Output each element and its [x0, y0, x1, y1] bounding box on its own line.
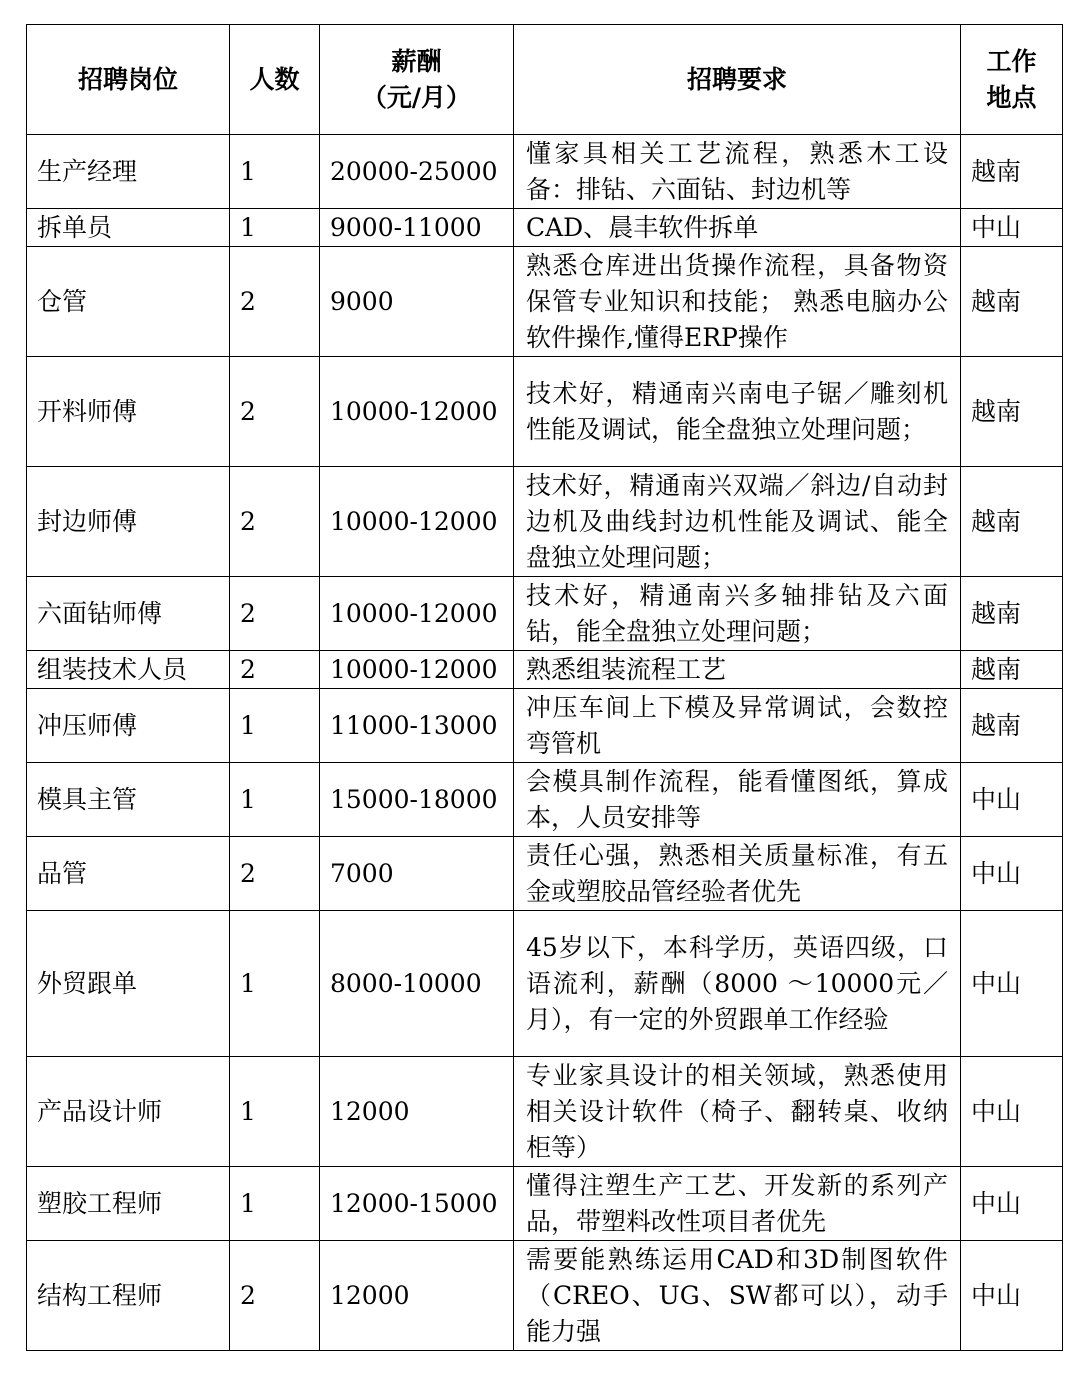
cell-requirements: CAD、晨丰软件拆单	[514, 209, 961, 247]
cell-location: 中山	[961, 837, 1063, 911]
cell-requirements: 责任心强，熟悉相关质量标准，有五金或塑胶品管经验者优先	[514, 837, 961, 911]
cell-position: 生产经理	[27, 135, 230, 209]
cell-salary: 8000-10000	[320, 911, 514, 1057]
cell-requirements: 熟悉仓库进出货操作流程，具备物资保管专业知识和技能； 熟悉电脑办公软件操作,懂得ERP操作	[514, 247, 961, 357]
cell-salary: 20000-25000	[320, 135, 514, 209]
cell-requirements: 会模具制作流程，能看懂图纸，算成本，人员安排等	[514, 763, 961, 837]
table-row	[27, 837, 1063, 911]
cell-salary: 10000-12000	[320, 467, 514, 577]
table-row	[27, 911, 1063, 1057]
cell-salary: 10000-12000	[320, 577, 514, 651]
cell-salary: 11000-13000	[320, 689, 514, 763]
cell-location: 越南	[961, 577, 1063, 651]
cell-location: 中山	[961, 209, 1063, 247]
cell-requirements: 技术好，精通南兴双端／斜边/自动封边机及曲线封边机性能及调试、能全盘独立处理问题；	[514, 467, 961, 577]
cell-location: 中山	[961, 1241, 1063, 1351]
cell-position: 仓管	[27, 247, 230, 357]
table-row	[27, 357, 1063, 467]
cell-location: 越南	[961, 247, 1063, 357]
cell-location: 中山	[961, 1057, 1063, 1167]
cell-location: 越南	[961, 467, 1063, 577]
cell-salary: 7000	[320, 837, 514, 911]
cell-salary: 9000-11000	[320, 209, 514, 247]
table-row	[27, 1241, 1063, 1351]
cell-requirements: 冲压车间上下模及异常调试，会数控弯管机	[514, 689, 961, 763]
cell-position: 产品设计师	[27, 1057, 230, 1167]
cell-count: 2	[230, 837, 320, 911]
cell-count: 2	[230, 1241, 320, 1351]
cell-position: 封边师傅	[27, 467, 230, 577]
recruitment-table	[26, 24, 1063, 1351]
table-row	[27, 577, 1063, 651]
cell-requirements: 45岁以下，本科学历，英语四级，口语流利，薪酬（8000 ～10000元／月），有一定的外贸跟单工作经验	[514, 911, 961, 1057]
cell-salary: 12000-15000	[320, 1167, 514, 1241]
cell-salary: 10000-12000	[320, 651, 514, 689]
table-row	[27, 247, 1063, 357]
cell-position: 外贸跟单	[27, 911, 230, 1057]
table-row	[27, 467, 1063, 577]
table-row	[27, 689, 1063, 763]
cell-count: 2	[230, 577, 320, 651]
cell-count: 2	[230, 357, 320, 467]
cell-location: 越南	[961, 135, 1063, 209]
cell-requirements: 懂家具相关工艺流程，熟悉木工设备：排钻、六面钻、封边机等	[514, 135, 961, 209]
cell-position: 冲压师傅	[27, 689, 230, 763]
table-row	[27, 1167, 1063, 1241]
cell-count: 1	[230, 1057, 320, 1167]
cell-count: 2	[230, 651, 320, 689]
header-salary-line2: （元/月）	[361, 82, 472, 112]
cell-salary: 12000	[320, 1057, 514, 1167]
cell-position: 开料师傅	[27, 357, 230, 467]
cell-position: 模具主管	[27, 763, 230, 837]
table-header-row	[27, 25, 1063, 135]
cell-count: 1	[230, 689, 320, 763]
cell-count: 2	[230, 467, 320, 577]
cell-position: 六面钻师傅	[27, 577, 230, 651]
cell-requirements: 技术好，精通南兴南电子锯／雕刻机性能及调试，能全盘独立处理问题；	[514, 357, 961, 467]
cell-position: 结构工程师	[27, 1241, 230, 1351]
cell-count: 1	[230, 911, 320, 1057]
cell-requirements: 专业家具设计的相关领域，熟悉使用相关设计软件（椅子、翻转桌、收纳柜等）	[514, 1057, 961, 1167]
header-count: 人数	[230, 25, 320, 135]
table-row	[27, 1057, 1063, 1167]
cell-requirements: 需要能熟练运用CAD和3D制图软件（CREO、UG、SW都可以），动手能力强	[514, 1241, 961, 1351]
header-requirements: 招聘要求	[514, 25, 961, 135]
cell-location: 中山	[961, 911, 1063, 1057]
header-location-line2: 地点	[986, 82, 1037, 112]
cell-requirements: 熟悉组装流程工艺	[514, 651, 961, 689]
cell-position: 品管	[27, 837, 230, 911]
cell-count: 1	[230, 135, 320, 209]
table-row	[27, 209, 1063, 247]
cell-location: 中山	[961, 763, 1063, 837]
cell-location: 越南	[961, 651, 1063, 689]
header-salary	[320, 25, 514, 135]
cell-position: 组装技术人员	[27, 651, 230, 689]
cell-position: 拆单员	[27, 209, 230, 247]
header-location	[961, 25, 1063, 135]
table-row	[27, 651, 1063, 689]
cell-location: 越南	[961, 689, 1063, 763]
cell-salary: 15000-18000	[320, 763, 514, 837]
cell-location: 中山	[961, 1167, 1063, 1241]
header-position: 招聘岗位	[27, 25, 230, 135]
cell-salary: 12000	[320, 1241, 514, 1351]
cell-count: 1	[230, 1167, 320, 1241]
table-row	[27, 135, 1063, 209]
cell-count: 2	[230, 247, 320, 357]
cell-salary: 10000-12000	[320, 357, 514, 467]
cell-salary: 9000	[320, 247, 514, 357]
header-location-line1: 工作	[986, 46, 1037, 76]
cell-count: 1	[230, 209, 320, 247]
header-salary-line1: 薪酬	[391, 46, 442, 76]
cell-requirements: 技术好，精通南兴多轴排钻及六面钻，能全盘独立处理问题；	[514, 577, 961, 651]
cell-location: 越南	[961, 357, 1063, 467]
cell-position: 塑胶工程师	[27, 1167, 230, 1241]
cell-requirements: 懂得注塑生产工艺、开发新的系列产品，带塑料改性项目者优先	[514, 1167, 961, 1241]
cell-count: 1	[230, 763, 320, 837]
table-row	[27, 763, 1063, 837]
